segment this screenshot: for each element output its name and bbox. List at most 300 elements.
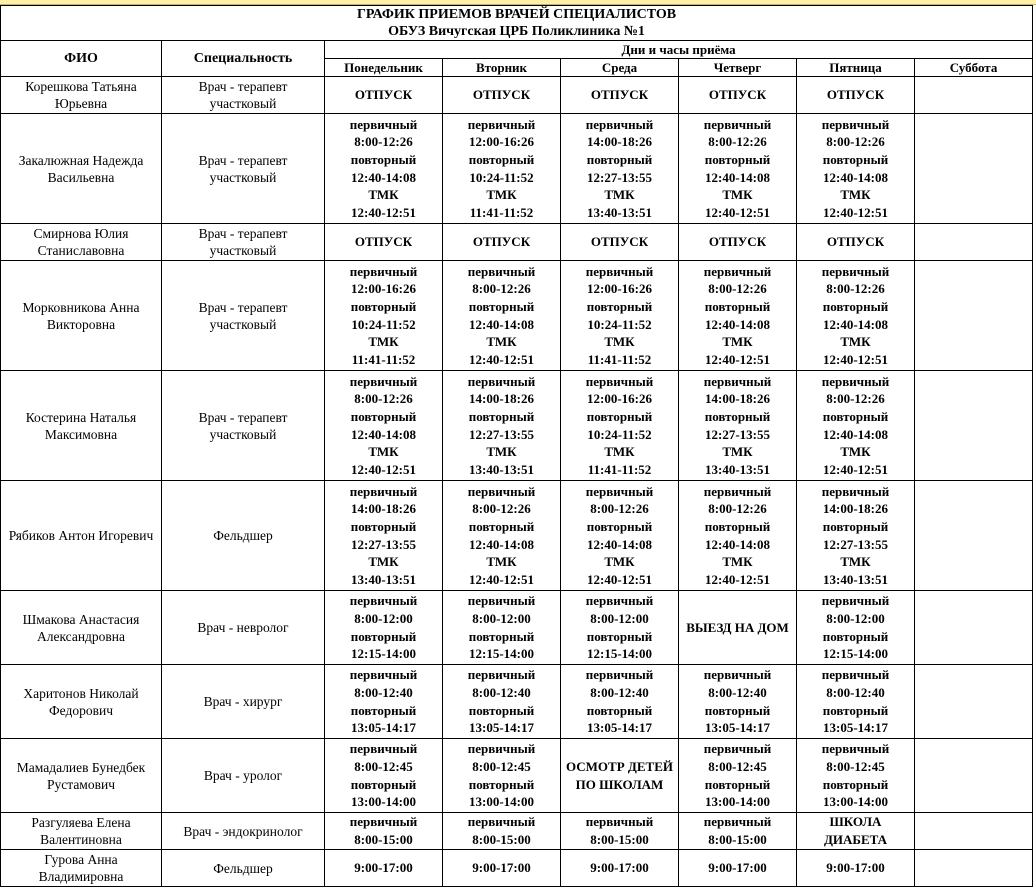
schedule-cell-wednesday <box>561 371 679 481</box>
schedule-cell-monday <box>325 481 443 591</box>
schedule-cell-wednesday <box>561 77 679 114</box>
schedule-cell-friday <box>797 813 915 850</box>
schedule-line: повторный <box>822 628 889 644</box>
schedule-line: ОТПУСК <box>590 87 649 102</box>
schedule-line: ДИАБЕТА <box>823 832 888 847</box>
schedule-cell-wednesday <box>561 481 679 591</box>
schedule-line: ТМК <box>368 444 399 460</box>
schedule-cell-tuesday <box>443 813 561 850</box>
schedule-cell-wednesday <box>561 224 679 261</box>
schedule-line: ТМК <box>722 187 753 203</box>
schedule-cell-monday <box>325 665 443 739</box>
schedule-line: 8:00-12:26 <box>472 281 531 297</box>
schedule-line: первичный <box>703 373 772 389</box>
schedule-line: ТМК <box>486 444 517 460</box>
specialty-line: участковый <box>209 169 277 185</box>
schedule-line: ТМК <box>368 554 399 570</box>
schedule-cell-saturday <box>915 739 1033 813</box>
schedule-line: первичный <box>467 263 536 279</box>
specialty-cell <box>162 114 325 224</box>
schedule-line: первичный <box>467 116 536 132</box>
schedule-line: первичный <box>585 373 654 389</box>
schedule-line: 12:40-14:08 <box>823 169 888 185</box>
schedule-cell-thursday <box>679 813 797 850</box>
schedule-line: 13:00-14:00 <box>823 794 888 810</box>
schedule-line: 9:00-17:00 <box>354 860 413 875</box>
table-row <box>1 665 1033 739</box>
schedule-line: 13:40-13:51 <box>705 461 770 477</box>
schedule-line: ОТПУСК <box>472 87 531 102</box>
schedule-line: 11:41-11:52 <box>351 351 416 367</box>
schedule-cell-friday <box>797 114 915 224</box>
page-title <box>1 6 1033 41</box>
schedule-line: 12:40-14:08 <box>705 536 770 552</box>
schedule-line: ТМК <box>368 334 399 350</box>
table-row <box>1 591 1033 665</box>
title-line-1: ГРАФИК ПРИЕМОВ ВРАЧЕЙ СПЕЦИАЛИСТОВ <box>356 7 677 22</box>
table-row <box>1 739 1033 813</box>
schedule-line: 12:27-13:55 <box>469 426 534 442</box>
doctor-name-cell <box>1 371 162 481</box>
schedule-cell-friday <box>797 665 915 739</box>
schedule-cell-saturday <box>915 665 1033 739</box>
doctor-name-line: Владимировна <box>38 869 124 884</box>
specialty-cell <box>162 224 325 261</box>
schedule-line: первичный <box>585 116 654 132</box>
schedule-line: 12:40-12:51 <box>469 571 534 587</box>
schedule-line: повторный <box>350 628 417 644</box>
fio-header: ФИО <box>1 41 162 77</box>
schedule-cell-wednesday <box>561 665 679 739</box>
schedule-line: ОТПУСК <box>708 87 767 102</box>
specialty-line: участковый <box>209 316 277 332</box>
schedule-line: 12:40-14:08 <box>705 169 770 185</box>
schedule-line: первичный <box>349 116 418 132</box>
schedule-line: 13:00-14:00 <box>705 794 770 810</box>
schedule-line: повторный <box>468 151 535 167</box>
schedule-line: ОТПУСК <box>354 234 413 249</box>
schedule-line: первичный <box>703 483 772 499</box>
day-header-friday: Пятница <box>797 59 915 77</box>
schedule-line: 8:00-12:45 <box>472 758 531 774</box>
table-row <box>1 224 1033 261</box>
schedule-line: повторный <box>822 776 889 792</box>
schedule-line: повторный <box>822 298 889 314</box>
schedule-line: повторный <box>468 702 535 718</box>
schedule-line: 12:27-13:55 <box>587 169 652 185</box>
table-row <box>1 77 1033 114</box>
schedule-line: 11:41-11:52 <box>587 351 652 367</box>
schedule-cell-thursday <box>679 114 797 224</box>
specialty-cell <box>162 813 325 850</box>
schedule-line: 8:00-12:00 <box>472 610 531 626</box>
schedule-cell-monday <box>325 224 443 261</box>
doctor-name-line: Харитонов Николай <box>23 685 139 701</box>
schedule-line: ОСМОТР ДЕТЕЙ <box>566 758 673 774</box>
schedule-line: 12:27-13:55 <box>351 536 416 552</box>
specialty-cell <box>162 261 325 371</box>
schedule-cell-thursday <box>679 261 797 371</box>
schedule-cell-monday <box>325 813 443 850</box>
schedule-line: 8:00-12:40 <box>708 684 767 700</box>
schedule-line: 14:00-18:26 <box>469 391 534 407</box>
specialty-line: Фельдшер <box>213 860 273 876</box>
schedule-cell-friday <box>797 481 915 591</box>
schedule-line: ТМК <box>722 554 753 570</box>
schedule-line: 12:00-16:26 <box>469 134 534 150</box>
schedule-line: первичный <box>467 373 536 389</box>
table-row <box>1 481 1033 591</box>
schedule-line: 8:00-12:26 <box>354 391 413 407</box>
schedule-cell-saturday <box>915 224 1033 261</box>
schedule-cell-monday <box>325 261 443 371</box>
schedule-line: ТМК <box>840 334 871 350</box>
schedule-line: 14:00-18:26 <box>823 501 888 517</box>
schedule-cell-thursday <box>679 591 797 665</box>
title-row <box>1 6 1033 41</box>
schedule-cell-saturday <box>915 371 1033 481</box>
schedule-cell-wednesday <box>561 739 679 813</box>
doctor-name-line: Закалюжная Надежда <box>18 152 144 168</box>
schedule-cell-saturday <box>915 114 1033 224</box>
schedule-cell-monday <box>325 739 443 813</box>
doctor-name-line: Рябиков Антон Игоревич <box>8 528 154 543</box>
doctor-name-line: Мамадалиев Бунедбек <box>16 759 146 775</box>
schedule-line: повторный <box>586 702 653 718</box>
specialty-line: Врач - хирург <box>203 694 283 709</box>
schedule-line: 8:00-12:45 <box>354 758 413 774</box>
schedule-line: первичный <box>703 741 772 757</box>
doctor-name-line: Александровна <box>36 628 126 644</box>
schedule-line: 8:00-12:40 <box>354 684 413 700</box>
schedule-line: 13:00-14:00 <box>469 794 534 810</box>
schedule-line: 12:27-13:55 <box>823 536 888 552</box>
schedule-cell-wednesday <box>561 114 679 224</box>
schedule-line: первичный <box>585 667 654 683</box>
schedule-cell-friday <box>797 739 915 813</box>
schedule-cell-saturday <box>915 77 1033 114</box>
schedule-cell-saturday <box>915 261 1033 371</box>
schedule-line: ПО ШКОЛАМ <box>575 776 664 792</box>
specialty-cell <box>162 850 325 887</box>
schedule-line: 14:00-18:26 <box>351 501 416 517</box>
schedule-line: первичный <box>467 483 536 499</box>
doctor-name-line: Валентиновна <box>40 832 122 847</box>
schedule-line: 12:40-12:51 <box>469 351 534 367</box>
schedule-line: ШКОЛА <box>829 814 882 829</box>
schedule-line: ТМК <box>604 554 635 570</box>
day-header-tuesday: Вторник <box>443 59 561 77</box>
title-line-2: ОБУЗ Вичугская ЦРБ Поликлиника №1 <box>388 24 645 39</box>
schedule-line: повторный <box>704 702 771 718</box>
schedule-line: 13:05-14:17 <box>469 720 534 736</box>
schedule-line: повторный <box>822 151 889 167</box>
schedule-cell-wednesday <box>561 813 679 850</box>
specialty-cell <box>162 481 325 591</box>
schedule-line: ОТПУСК <box>826 87 885 102</box>
schedule-line: первичный <box>821 667 890 683</box>
schedule-line: первичный <box>821 593 890 609</box>
table-row <box>1 850 1033 887</box>
specialty-cell <box>162 665 325 739</box>
schedule-line: 12:40-14:08 <box>351 426 416 442</box>
schedule-cell-saturday <box>915 813 1033 850</box>
schedule-line: первичный <box>821 741 890 757</box>
schedule-line: повторный <box>468 298 535 314</box>
schedule-cell-thursday <box>679 371 797 481</box>
specialty-line: Врач - уролог <box>203 768 283 783</box>
schedule-cell-monday <box>325 77 443 114</box>
header-row-1 <box>1 41 1033 59</box>
schedule-line: 10:24-11:52 <box>351 316 416 332</box>
schedule-line: 8:00-12:26 <box>708 281 767 297</box>
schedule-line: первичный <box>703 116 772 132</box>
schedule-line: 8:00-12:40 <box>472 684 531 700</box>
schedule-line: 8:00-12:40 <box>590 684 649 700</box>
schedule-cell-tuesday <box>443 224 561 261</box>
doctor-name-line: Смирнова Юлия <box>33 226 129 241</box>
schedule-line: 8:00-12:26 <box>708 501 767 517</box>
schedule-line: первичный <box>703 263 772 279</box>
schedule-line: 12:40-14:08 <box>823 426 888 442</box>
schedule-line: 11:41-11:52 <box>469 204 534 220</box>
specialty-line: Врач - терапевт <box>198 409 288 425</box>
schedule-line: первичный <box>585 483 654 499</box>
specialty-cell <box>162 591 325 665</box>
doctor-name-cell <box>1 591 162 665</box>
schedule-line: 14:00-18:26 <box>587 134 652 150</box>
schedule-line: 12:40-14:08 <box>469 536 534 552</box>
schedule-cell-friday <box>797 591 915 665</box>
schedule-cell-tuesday <box>443 850 561 887</box>
schedule-line: 12:15-14:00 <box>469 646 534 662</box>
specialty-line: Врач - терапевт <box>198 299 288 315</box>
schedule-line: 8:00-12:00 <box>354 610 413 626</box>
schedule-line: 12:15-14:00 <box>587 646 652 662</box>
specialty-cell <box>162 371 325 481</box>
schedule-table <box>0 5 1033 887</box>
day-header-wednesday: Среда <box>561 59 679 77</box>
schedule-line: первичный <box>349 741 418 757</box>
schedule-cell-wednesday <box>561 261 679 371</box>
schedule-line: повторный <box>350 151 417 167</box>
schedule-line: 13:00-14:00 <box>351 794 416 810</box>
schedule-line: 10:24-11:52 <box>587 316 652 332</box>
schedule-cell-saturday <box>915 850 1033 887</box>
schedule-line: 8:00-12:45 <box>826 758 885 774</box>
schedule-line: повторный <box>822 518 889 534</box>
schedule-line: ТМК <box>840 554 871 570</box>
specialty-line: Врач - эндокринолог <box>183 823 303 839</box>
table-row <box>1 813 1033 850</box>
days-group-header: Дни и часы приёма <box>325 41 1033 59</box>
schedule-line: повторный <box>586 151 653 167</box>
doctor-name-line: Максимовна <box>44 426 118 442</box>
schedule-line: 12:40-12:51 <box>351 204 416 220</box>
schedule-line: ТМК <box>722 444 753 460</box>
doctor-name-line: Рустамович <box>47 776 115 792</box>
specialty-line: Врач - терапевт <box>198 79 288 94</box>
schedule-line: первичный <box>467 741 536 757</box>
doctor-name-line: Корешкова Татьяна <box>25 79 137 94</box>
schedule-cell-friday <box>797 77 915 114</box>
specialty-cell <box>162 739 325 813</box>
doctor-name-cell <box>1 114 162 224</box>
doctor-name-cell <box>1 665 162 739</box>
schedule-line: первичный <box>585 593 654 609</box>
schedule-line: 12:00-16:26 <box>587 281 652 297</box>
doctor-name-cell <box>1 77 162 114</box>
schedule-line: 12:15-14:00 <box>823 646 888 662</box>
schedule-line: повторный <box>822 702 889 718</box>
schedule-line: повторный <box>468 776 535 792</box>
schedule-line: первичный <box>467 593 536 609</box>
specialty-cell <box>162 77 325 114</box>
schedule-cell-thursday <box>679 224 797 261</box>
schedule-line: 8:00-12:26 <box>826 281 885 297</box>
schedule-line: 8:00-12:26 <box>826 134 885 150</box>
doctor-name-line: Разгуляева Елена <box>31 815 131 830</box>
schedule-line: повторный <box>704 408 771 424</box>
doctor-name-line: Шмакова Анастасия <box>22 611 140 627</box>
schedule-line: повторный <box>350 776 417 792</box>
schedule-cell-tuesday <box>443 114 561 224</box>
day-header-saturday: Суббота <box>915 59 1033 77</box>
schedule-line: первичный <box>349 483 418 499</box>
schedule-line: 8:00-15:00 <box>590 832 649 847</box>
table-row <box>1 261 1033 371</box>
schedule-cell-thursday <box>679 739 797 813</box>
schedule-line: 9:00-17:00 <box>590 860 649 875</box>
schedule-cell-tuesday <box>443 591 561 665</box>
schedule-line: 12:40-14:08 <box>469 316 534 332</box>
schedule-line: ТМК <box>604 444 635 460</box>
schedule-cell-thursday <box>679 481 797 591</box>
schedule-cell-friday <box>797 261 915 371</box>
schedule-line: ОТПУСК <box>354 87 413 102</box>
schedule-line: повторный <box>468 518 535 534</box>
schedule-cell-saturday <box>915 481 1033 591</box>
schedule-cell-tuesday <box>443 481 561 591</box>
doctor-name-cell <box>1 739 162 813</box>
schedule-line: повторный <box>586 628 653 644</box>
schedule-line: 8:00-12:00 <box>826 610 885 626</box>
schedule-line: 12:15-14:00 <box>351 646 416 662</box>
schedule-line: повторный <box>586 408 653 424</box>
schedule-line: ОТПУСК <box>590 234 649 249</box>
specialty-line: Фельдшер <box>213 528 273 543</box>
schedule-line: 12:40-12:51 <box>351 461 416 477</box>
schedule-line: 10:24-11:52 <box>587 426 652 442</box>
schedule-line: 8:00-15:00 <box>354 832 413 847</box>
doctor-name-line: Викторовна <box>46 316 116 332</box>
doctor-name-line: Юрьевна <box>54 96 108 111</box>
schedule-line: первичный <box>349 373 418 389</box>
schedule-cell-monday <box>325 850 443 887</box>
schedule-line: повторный <box>822 408 889 424</box>
schedule-line: 12:00-16:26 <box>351 281 416 297</box>
schedule-line: первичный <box>349 667 418 683</box>
schedule-cell-wednesday <box>561 850 679 887</box>
doctor-name-line: Костерина Наталья <box>25 409 137 425</box>
doctor-name-cell <box>1 224 162 261</box>
schedule-line: повторный <box>704 518 771 534</box>
schedule-cell-thursday <box>679 850 797 887</box>
schedule-line: 8:00-12:26 <box>708 134 767 150</box>
doctor-name-cell <box>1 261 162 371</box>
table-row <box>1 114 1033 224</box>
specialty-line: участковый <box>209 426 277 442</box>
schedule-line: 12:40-12:51 <box>705 571 770 587</box>
schedule-line: ОТПУСК <box>708 234 767 249</box>
schedule-cell-tuesday <box>443 77 561 114</box>
schedule-line: 12:27-13:55 <box>705 426 770 442</box>
schedule-line: 12:00-16:26 <box>587 391 652 407</box>
schedule-line: 12:40-12:51 <box>823 351 888 367</box>
schedule-line: первичный <box>467 814 536 829</box>
schedule-line: 12:40-14:08 <box>823 316 888 332</box>
specialty-line: Врач - терапевт <box>198 226 288 241</box>
schedule-line: ОТПУСК <box>472 234 531 249</box>
schedule-line: 8:00-12:26 <box>472 501 531 517</box>
schedule-line: 12:40-14:08 <box>351 169 416 185</box>
schedule-line: 9:00-17:00 <box>472 860 531 875</box>
schedule-line: 13:05-14:17 <box>587 720 652 736</box>
schedule-line: первичный <box>467 667 536 683</box>
schedule-line: первичный <box>585 814 654 829</box>
schedule-cell-monday <box>325 371 443 481</box>
specialty-line: участковый <box>209 96 277 111</box>
schedule-line: 8:00-12:26 <box>590 501 649 517</box>
schedule-line: 12:40-14:08 <box>705 316 770 332</box>
schedule-line: повторный <box>704 151 771 167</box>
schedule-line: 8:00-12:26 <box>354 134 413 150</box>
schedule-cell-tuesday <box>443 665 561 739</box>
schedule-line: повторный <box>350 518 417 534</box>
schedule-line: повторный <box>704 776 771 792</box>
specialty-line: Врач - невролог <box>197 620 289 635</box>
schedule-line: 13:40-13:51 <box>469 461 534 477</box>
schedule-line: ТМК <box>604 334 635 350</box>
schedule-line: 12:40-12:51 <box>705 204 770 220</box>
schedule-cell-friday <box>797 371 915 481</box>
schedule-line: повторный <box>586 298 653 314</box>
schedule-line: 13:40-13:51 <box>823 571 888 587</box>
schedule-line: 14:00-18:26 <box>705 391 770 407</box>
day-header-monday: Понедельник <box>325 59 443 77</box>
schedule-cell-monday <box>325 591 443 665</box>
schedule-line: повторный <box>704 298 771 314</box>
schedule-line: ТМК <box>722 334 753 350</box>
schedule-line: первичный <box>821 483 890 499</box>
schedule-line: ТМК <box>368 187 399 203</box>
schedule-line: 12:40-12:51 <box>823 204 888 220</box>
schedule-cell-wednesday <box>561 591 679 665</box>
schedule-cell-thursday <box>679 665 797 739</box>
schedule-line: первичный <box>703 667 772 683</box>
doctor-name-line: Васильевна <box>47 169 115 185</box>
specialty-line: Врач - терапевт <box>198 152 288 168</box>
schedule-line: 9:00-17:00 <box>826 860 885 875</box>
schedule-line: 8:00-12:00 <box>590 610 649 626</box>
schedule-line: ТМК <box>486 554 517 570</box>
schedule-line: первичный <box>703 814 772 829</box>
doctor-name-line: Морковникова Анна <box>22 299 140 315</box>
schedule-line: 9:00-17:00 <box>708 860 767 875</box>
schedule-line: первичный <box>821 373 890 389</box>
table-row <box>1 371 1033 481</box>
schedule-line: 8:00-15:00 <box>472 832 531 847</box>
